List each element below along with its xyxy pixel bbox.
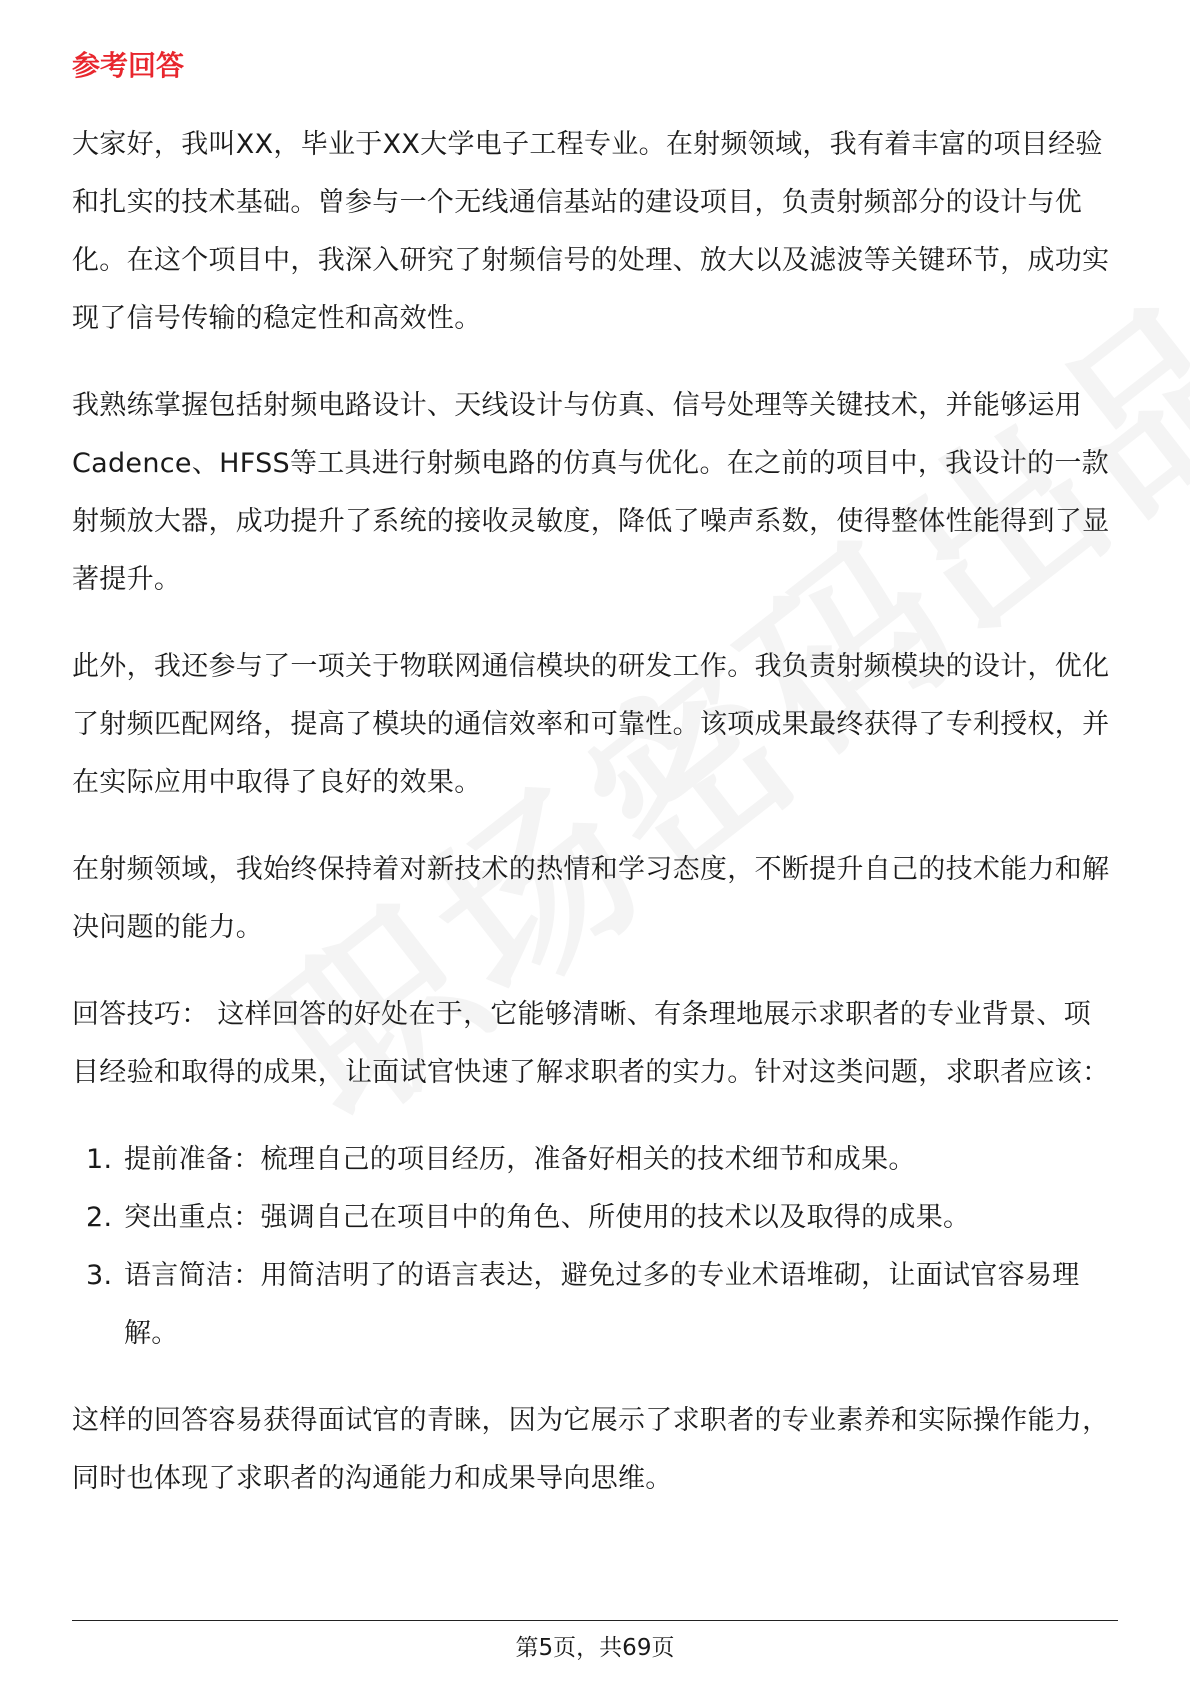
paragraph-attitude: 在射频领域，我始终保持着对新技术的热情和学习态度，不断提升自己的技术能力和解决问题的能力。 [72,854,1110,943]
list-item [72,1131,1118,1189]
list-item-text: 提前准备：梳理自己的项目经历，准备好相关的技术细节和成果。 [124,1144,916,1175]
list-item [72,1247,1118,1363]
list-item-number: 2. [86,1202,113,1233]
paragraph-iot-project: 此外，我还参与了一项关于物联网通信模块的研发工作。我负责射频模块的设计，优化了射频匹配网络，提高了模块的通信效率和可靠性。该项成果最终获得了专利授权，并在实际应用中取得了良好的效果。 [72,651,1110,798]
page-number: 第5页，共69页 [515,1635,675,1661]
page-content [72,46,1118,1537]
footer-divider [72,1620,1118,1621]
paragraph-skills: 我熟练掌握包括射频电路设计、天线设计与仿真、信号处理等关键技术，并能够运用Cadence、HFSS等工具进行射频电路的仿真与优化。在之前的项目中，我设计的一款射频放大器，成功提升了系统的接收灵敏度，降低了噪声系数，使得整体性能得到了显著提升。 [72,390,1110,595]
section-heading: 参考回答 [72,49,185,82]
list-item-text: 突出重点：强调自己在项目中的角色、所使用的技术以及取得的成果。 [124,1202,971,1233]
paragraph-answer-tips: 回答技巧： 这样回答的好处在于，它能够清晰、有条理地展示求职者的专业背景、项目经验和取得的成果，让面试官快速了解求职者的实力。针对这类问题，求职者应该： [72,999,1110,1088]
paragraph-closing: 这样的回答容易获得面试官的青睐，因为它展示了求职者的专业素养和实际操作能力，同时也体现了求职者的沟通能力和成果导向思维。 [72,1405,1110,1494]
list-item-text: 语言简洁：用简洁明了的语言表达，避免过多的专业术语堆砌，让面试官容易理解。 [124,1260,1080,1349]
list-item-number: 1. [86,1144,113,1175]
tips-list [72,1131,1118,1363]
paragraph-intro: 大家好，我叫XX，毕业于XX大学电子工程专业。在射频领域，我有着丰富的项目经验和扎实的技术基础。曾参与一个无线通信基站的建设项目，负责射频部分的设计与优化。在这个项目中，我深入研究了射频信号的处理、放大以及滤波等关键环节，成功实现了信号传输的稳定性和高效性。 [72,129,1110,334]
list-item [72,1189,1118,1247]
list-item-number: 3. [86,1260,113,1291]
